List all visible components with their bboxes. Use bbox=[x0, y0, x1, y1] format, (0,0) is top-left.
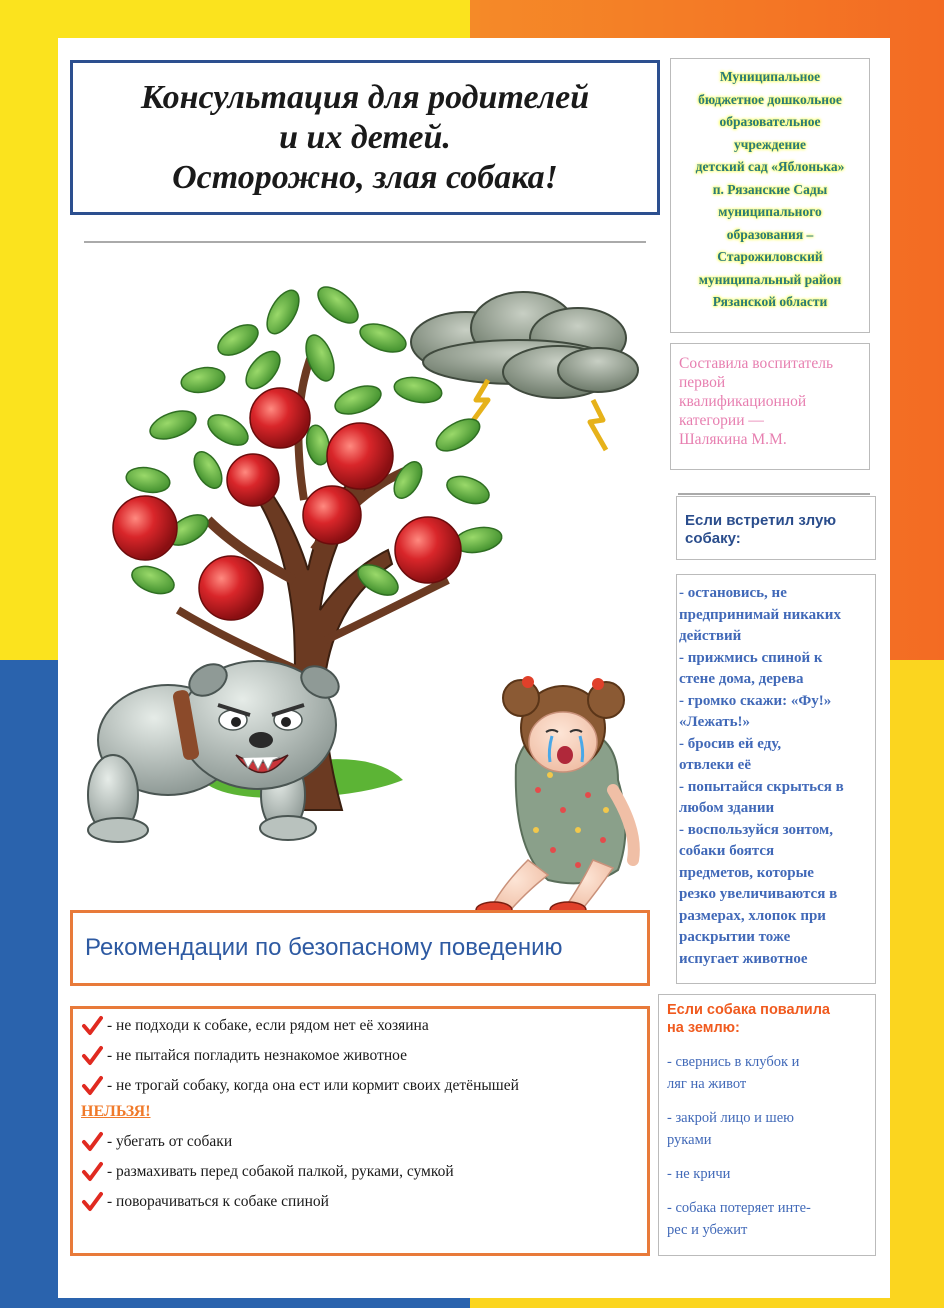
tip-text: - не пытайся погладить незнакомое животное bbox=[107, 1047, 407, 1064]
tip-text: - не трогай собаку, когда она ест или кормит своих детёнышей bbox=[107, 1077, 519, 1094]
list-item bbox=[81, 1131, 647, 1161]
recommendations-title-box bbox=[70, 910, 650, 986]
checkmark-icon bbox=[81, 1075, 103, 1097]
forbidden-text: - убегать от собаки bbox=[107, 1133, 233, 1150]
forbidden-label: НЕЛЬЗЯ! bbox=[81, 1103, 151, 1120]
list-item: - громко скажи: «Фу!» «Лежать!» bbox=[679, 692, 832, 730]
forbidden-text: - поворачиваться к собаке спиной bbox=[107, 1193, 329, 1210]
crying-girl-icon bbox=[476, 676, 634, 910]
dog-knocked-down-box bbox=[658, 994, 876, 1256]
checkmark-icon bbox=[81, 1045, 103, 1067]
tip-text: - не подходи к собаке, если рядом нет её хозяина bbox=[107, 1017, 429, 1034]
page-title: Консультация для родителей и их детей. Осторожно, злая собака! bbox=[140, 78, 590, 196]
dog-knocked-down-title: Если собака повалила на землю: bbox=[667, 1002, 830, 1036]
author-box bbox=[670, 343, 870, 470]
forbidden-text: - размахивать перед собакой палкой, руками, сумкой bbox=[107, 1163, 454, 1180]
title-box bbox=[70, 60, 660, 215]
list-item: - прижмись спиной к стене дома, дерева bbox=[679, 649, 823, 687]
organization-name: Муниципальное бюджетное дошкольное образовательное учреждение детский сад «Яблонька» п. Рязанские Сады муниципального образования – Старожиловский муниципальный район Рязанской области bbox=[695, 69, 845, 309]
list-item: - не кричи bbox=[667, 1166, 731, 1182]
list-item bbox=[81, 1015, 647, 1045]
poster-sheet bbox=[58, 38, 890, 1298]
list-item: - остановись, не предпринимай никаких действий bbox=[679, 585, 841, 644]
angry-dog-icon bbox=[88, 658, 344, 842]
checkmark-icon bbox=[81, 1015, 103, 1037]
list-item: - бросив ей еду, отвлеки её bbox=[679, 735, 782, 773]
safety-tips-box bbox=[70, 1006, 650, 1256]
author-credit: Составила воспитатель первой квалификационной категории — Шалякина М.М. bbox=[679, 355, 834, 448]
storm-cloud-icon bbox=[411, 292, 638, 450]
meet-dog-list bbox=[676, 574, 876, 984]
list-item: - воспользуйся зонтом, собаки боятся предметов, которые резко увеличиваются в размерах, хлопок при раскрытии тоже испугает животное bbox=[679, 821, 838, 967]
checkmark-icon bbox=[81, 1161, 103, 1183]
checkmark-icon bbox=[81, 1191, 103, 1213]
divider bbox=[84, 241, 646, 243]
recommendations-title: Рекомендации по безопасному поведению bbox=[85, 934, 563, 961]
list-item bbox=[81, 1191, 647, 1221]
meet-dog-title: Если встретил злую собаку: bbox=[685, 512, 837, 547]
list-item: - собака потеряет инте- рес и убежит bbox=[667, 1200, 811, 1238]
list-item: - закрой лицо и шею руками bbox=[667, 1110, 794, 1148]
illustration bbox=[58, 250, 668, 910]
divider bbox=[678, 493, 870, 495]
list-item: - попытайся скрыться в любом здании bbox=[679, 778, 844, 816]
list-item: - свернись в клубок и ляг на живот bbox=[667, 1054, 800, 1092]
meet-dog-title-box bbox=[676, 496, 876, 560]
list-item bbox=[81, 1161, 647, 1191]
list-item bbox=[81, 1075, 647, 1105]
organization-box bbox=[670, 58, 870, 333]
checkmark-icon bbox=[81, 1131, 103, 1153]
list-item bbox=[81, 1045, 647, 1075]
